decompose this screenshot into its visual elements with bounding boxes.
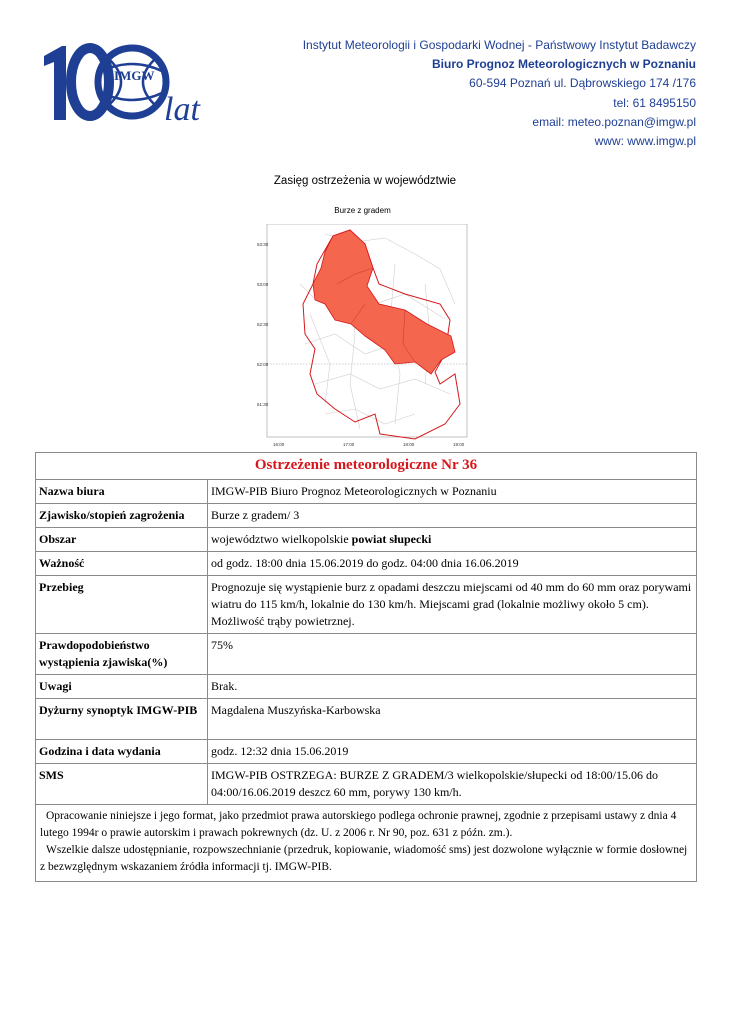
area-region: województwo wielkopolskie (211, 532, 349, 546)
warning-title: Ostrzeżenie meteorologiczne Nr 36 (36, 453, 697, 480)
warning-table (35, 452, 697, 882)
table-row (36, 576, 697, 634)
row-value: IMGW-PIB Biuro Prognoz Meteorologicznych w Poznaniu (208, 480, 697, 504)
copyright-notice: Opracowanie niniejsze i jego format, jako przedmiot prawa autorskiego podlega ochronie prawnej, zgodnie z przepisami ustawy z dnia 4 lutego 1994r o prawie autorskim i prawach pokrewnych (dz. U. z 2006 r. Nr 90, poz. 631 z późn. zm.). (40, 810, 677, 839)
table-row (36, 675, 697, 699)
logo-brand-text: IMGW (114, 68, 155, 83)
row-label: Przebieg (36, 576, 208, 634)
table-row (36, 480, 697, 504)
row-label: Nazwa biura (36, 480, 208, 504)
table-row (36, 528, 697, 552)
row-value: 75% (208, 634, 697, 675)
y-tick: 53:00 (257, 282, 269, 287)
table-row (36, 634, 697, 675)
row-value: Prognozuje się wystąpienie burz z opadami deszczu miejscami od 40 mm do 60 mm oraz porywami wiatru do 115 km/h, lokalnie do 130 km/h. Miejscami grad (lokalnie możliwy około 5 cm). Możliwość trąby powietrznej. (208, 576, 697, 634)
y-tick: 53:30 (257, 242, 269, 247)
row-value: od godz. 18:00 dnia 15.06.2019 do godz. 04:00 dnia 16.06.2019 (208, 552, 697, 576)
x-tick: 19:00 (453, 442, 465, 447)
voivodeship-map (255, 224, 470, 451)
x-tick: 16:00 (273, 442, 285, 447)
imgw-100-lat-logo (40, 42, 220, 126)
logo-lat-text: lat (164, 91, 200, 126)
institute-contact-block (303, 36, 696, 151)
y-tick: 52:00 (257, 362, 269, 367)
table-row (36, 740, 697, 764)
table-row (36, 552, 697, 576)
map-subtitle: Burze z gradem (334, 206, 391, 215)
row-value: godz. 12:32 dnia 15.06.2019 (208, 740, 697, 764)
row-value-area (208, 528, 697, 552)
y-tick: 52:30 (257, 322, 269, 327)
row-label: Ważność (36, 552, 208, 576)
office-email[interactable]: email: meteo.poznan@imgw.pl (532, 114, 696, 129)
row-label: Uwagi (36, 675, 208, 699)
copyright-footer (36, 805, 697, 882)
office-name: Biuro Prognoz Meteorologicznych w Poznaniu (431, 57, 696, 72)
row-label: SMS (36, 764, 208, 805)
row-value: Burze z gradem/ 3 (208, 504, 697, 528)
table-row (36, 504, 697, 528)
distribution-notice: Wszelkie dalsze udostępnianie, rozpowszechnianie (przedruk, kopiowanie, wiadomość sms) jest dozwolone wyłącznie w formie dosłownej z bezwzględnym wskazaniem źródła informacji tj. IMGW-PIB. (40, 844, 688, 873)
table-row (36, 764, 697, 805)
office-phone: tel: 61 8495150 (613, 95, 696, 110)
row-value: IMGW-PIB OSTRZEGA: BURZE Z GRADEM/3 wielkopolskie/słupecki od 18:00/15.06 do 04:00/16.06.2019 deszcz 60 mm, porywy 130 km/h. (208, 764, 697, 805)
institute-name: Instytut Meteorologii i Gospodarki Wodnej - Państwowy Instytut Badawczy (302, 38, 696, 52)
office-address: 60-594 Poznań ul. Dąbrowskiego 174 /176 (469, 76, 696, 91)
warning-map (255, 206, 470, 451)
area-district: powiat słupecki (351, 532, 432, 546)
office-www[interactable]: www: www.imgw.pl (594, 134, 696, 149)
x-tick: 17:00 (343, 442, 355, 447)
map-section-title: Zasięg ostrzeżenia w województwie (273, 175, 457, 187)
x-tick: 18:00 (403, 442, 415, 447)
y-tick: 51:30 (257, 402, 269, 407)
table-row (36, 699, 697, 740)
row-label: Obszar (36, 528, 208, 552)
row-label: Prawdopodobieństwo wystąpienia zjawiska(%) (36, 634, 208, 675)
row-label: Godzina i data wydania (36, 740, 208, 764)
row-label: Dyżurny synoptyk IMGW-PIB (36, 699, 208, 740)
row-value: Magdalena Muszyńska-Karbowska (208, 699, 697, 740)
row-value: Brak. (208, 675, 697, 699)
row-label: Zjawisko/stopień zagrożenia (36, 504, 208, 528)
